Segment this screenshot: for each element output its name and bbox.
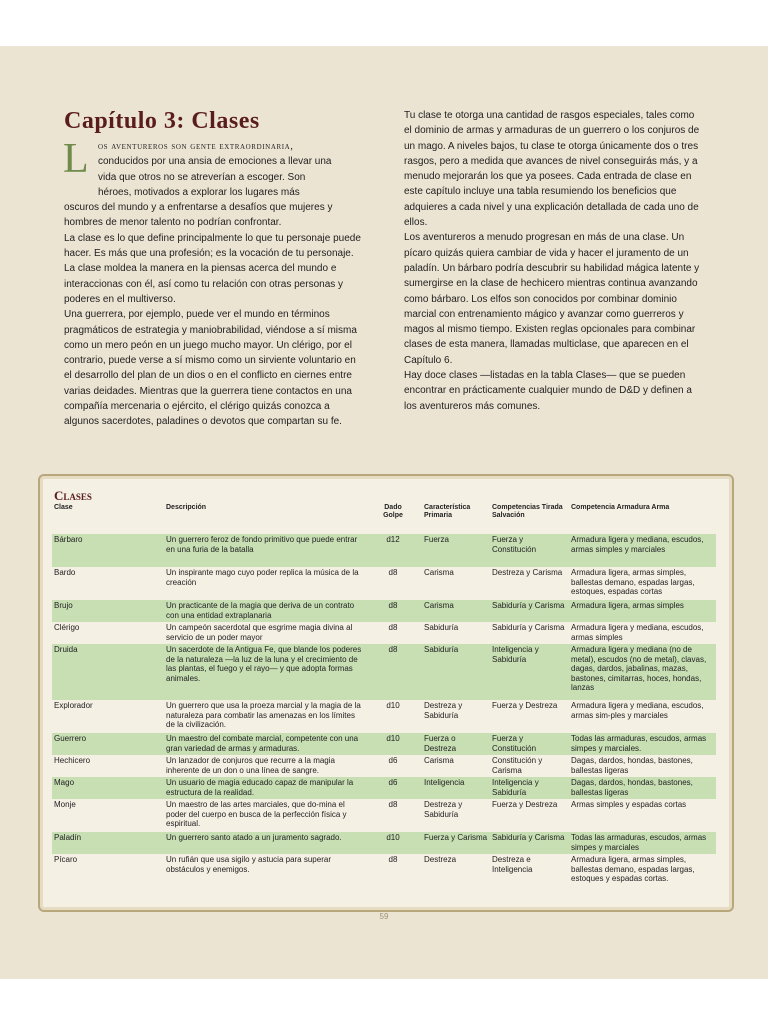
cell-comp: Fuerza y Destreza bbox=[492, 800, 558, 809]
cell-dado: d6 bbox=[388, 778, 398, 787]
cell-comp: Destreza y Carisma bbox=[492, 568, 563, 577]
body-paragraph: La clase es lo que define principalmente lo que tu personaje puede hacer. Es más que una profesión; es la vocación de tu personaje. La clase moldea la manera en la piensas acerca del mundo e interaccionas con él, así como tu relación con otras personas y poderes en el multiverso. bbox=[64, 232, 361, 305]
cell-clase: Druida bbox=[54, 645, 78, 654]
cell-clase: Bardo bbox=[54, 568, 76, 577]
cell-desc: Un rufián que usa sigilo y astucia para superar obstáculos y enemigos. bbox=[166, 855, 331, 874]
cell-comp: Inteligencia y Sabiduría bbox=[492, 778, 539, 797]
left-column bbox=[63, 136, 364, 430]
body-paragraph: Los aventureros a menudo progresan en más de una clase. Un pícaro quizás quiera cambiar de vida y hacer el juramento de un paladín. Un bárbaro podría descubrir su habilidad mágica latente y sumergirse en la clase de hechicero mientras continua avanzando como bárbaro. Los elfos son conocidos por combinar dominio marcial con entrenamiento mágico y avanzar como guerreros y magos al mismo tiempo. Existen reglas opcionales para combinar clases de esta manera, llamadas multiclase, que aparecen en el Capítulo 6. bbox=[404, 232, 700, 366]
cell-dado: d10 bbox=[386, 833, 400, 842]
cell-comp: Sabiduría y Carisma bbox=[492, 623, 565, 632]
cell-dado: d8 bbox=[388, 601, 398, 610]
right-column bbox=[404, 108, 704, 414]
cell-comp: Fuerza y Constitución bbox=[492, 734, 537, 753]
table-row bbox=[52, 733, 716, 755]
cell-arma: Armadura ligera y mediana, escudos, armas simples y marciales bbox=[571, 535, 704, 554]
cell-desc: Un campeón sacerdotal que esgrime magia divina al servicio de un poder mayor bbox=[166, 623, 353, 642]
book-page bbox=[0, 46, 768, 979]
cell-desc: Un practicante de la magia que deriva de un contrato con una entidad extraplanaria bbox=[166, 601, 355, 620]
body-paragraph: oscuros del mundo y a enfrentarse a desafíos que mujeres y hombres de menor talento no podrían confrontar. bbox=[64, 202, 333, 229]
header-armadura: Competencia Armadura Arma bbox=[571, 504, 670, 511]
cell-comp: Fuerza y Constitución bbox=[492, 535, 537, 554]
header-descripcion: Descripción bbox=[166, 504, 207, 511]
cell-arma: Armadura ligera y mediana (no de metal), escudos (no de metal), clavas, dagas, dardos, jabalinas, mazas, bastones, cimitarras, hoces, hondas, lanzas bbox=[571, 645, 707, 692]
cell-clase: Hechicero bbox=[54, 756, 91, 765]
table-row bbox=[52, 755, 716, 777]
cell-desc: Un guerrero santo atado a un juramento sagrado. bbox=[166, 833, 342, 842]
table-row bbox=[52, 567, 716, 600]
cell-car: Inteligencia bbox=[424, 778, 465, 787]
body-paragraph: Tu clase te otorga una cantidad de rasgos especiales, tales como el dominio de armas y armaduras de un guerrero o los conjuros de un mago. A niveles bajos, tu clase te otorga únicamente dos o tres rasgos, pero a medida que avances de nivel conseguirás más, y a menudo mejorarán los que ya posees. Cada entrada de clase en este capítulo incluye una tabla resumiendo los beneficios que adquieres a cada nivel y una explicación detallada de cada uno de ellos. bbox=[404, 110, 700, 229]
cell-arma: Todas las armaduras, escudos, armas simpes y marciales. bbox=[571, 734, 707, 753]
cell-comp: Inteligencia y Sabiduría bbox=[492, 645, 539, 664]
table-row bbox=[52, 799, 716, 832]
cell-clase: Monje bbox=[54, 800, 76, 809]
cell-arma: Todas las armaduras, escudos, armas simpes y marciales bbox=[571, 833, 707, 852]
cell-car: Destreza bbox=[424, 855, 457, 864]
body-paragraph: Hay doce clases —listadas en la tabla Clases— que se pueden encontrar en prácticamente cualquier mundo de D&D y definen a los aventureros más comunes. bbox=[404, 370, 692, 412]
intro-line: héroes, motivados a explorar los lugares más bbox=[98, 186, 300, 198]
cell-car: Fuerza bbox=[424, 535, 449, 544]
cell-arma: Armas simples y espadas cortas bbox=[571, 800, 687, 809]
cell-comp: Destreza e Inteligencia bbox=[492, 855, 533, 874]
cell-clase: Paladín bbox=[54, 833, 82, 842]
cell-desc: Un sacerdote de la Antigua Fe, que blande los poderes de la naturaleza —la luz de la luna y el crecimiento de las plantas, el fuego y el rayo— y que adopta formas animales. bbox=[166, 645, 362, 683]
drop-cap-letter: L bbox=[63, 136, 89, 182]
cell-desc: Un guerrero que usa la proeza marcial y la magia de la naturaleza para combatir las amenazas en los límites de la civilización. bbox=[166, 701, 361, 729]
classes-table bbox=[38, 474, 734, 912]
cell-desc: Un maestro de las artes marciales, que do-mina el poder del cuerpo en busca de la perfección física y espiritual. bbox=[166, 800, 347, 828]
cell-clase: Clérigo bbox=[54, 623, 80, 632]
cell-desc: Un guerrero feroz de fondo primitivo que puede entrar en una furia de la batalla bbox=[166, 535, 358, 554]
table-row bbox=[52, 622, 716, 644]
cell-arma: Armadura ligera, armas simples, ballestas demano, espadas largas, estoques, espadas cortas bbox=[571, 568, 695, 596]
body-paragraph: Una guerrera, por ejemplo, puede ver el mundo en términos pragmáticos de estrategia y maniobrabilidad, viéndose a sí misma como un mero peón en un juego mucho mayor. Un clérigo, por el contrario, puede verse a sí mismo como un sirviente voluntario en el desarrollo del plan de un dios o en el conflicto en ciernes entre varias deidades. Mientras que la guerrera tiene contactos en una compañía mercenaria o ejército, el clérigo quizás conozca a algunos sacerdotes, paladines o devotos que compartan su fe. bbox=[64, 309, 357, 428]
table-row bbox=[52, 854, 716, 887]
cell-clase: Pícaro bbox=[54, 855, 78, 864]
intro-line: os aventureros son gente extraordinaria, bbox=[98, 141, 294, 152]
cell-arma: Armadura ligera y mediana, escudos, armas simples bbox=[571, 623, 704, 642]
cell-dado: d8 bbox=[388, 855, 398, 864]
cell-clase: Explorador bbox=[54, 701, 93, 710]
cell-arma: Armadura ligera, armas simples bbox=[571, 601, 684, 610]
cell-clase: Brujo bbox=[54, 601, 73, 610]
cell-comp: Sabiduría y Carisma bbox=[492, 833, 565, 842]
cell-dado: d10 bbox=[386, 701, 400, 710]
cell-clase: Mago bbox=[54, 778, 75, 787]
cell-car: Sabiduría bbox=[424, 623, 459, 632]
table-row bbox=[52, 832, 716, 854]
cell-car: Carisma bbox=[424, 568, 454, 577]
cell-comp: Fuerza y Destreza bbox=[492, 701, 558, 710]
cell-comp: Constitución y Carisma bbox=[492, 756, 543, 775]
cell-dado: d8 bbox=[388, 568, 398, 577]
cell-car: Destreza y Sabiduría bbox=[424, 800, 463, 819]
table-row bbox=[52, 644, 716, 700]
cell-car: Carisma bbox=[424, 756, 454, 765]
intro-line: conducidos por una ansia de emociones a llevar una bbox=[98, 156, 332, 168]
cell-dado: d8 bbox=[388, 645, 398, 654]
cell-comp: Sabiduría y Carisma bbox=[492, 601, 565, 610]
cell-dado: d6 bbox=[388, 756, 398, 765]
table-row bbox=[52, 777, 716, 799]
cell-dado: d8 bbox=[388, 800, 398, 809]
cell-car: Fuerza y Carisma bbox=[424, 833, 488, 842]
header-clase: Clase bbox=[54, 504, 73, 511]
page-number: 59 bbox=[379, 912, 389, 921]
chapter-title: Capítulo 3: Clases bbox=[64, 108, 260, 134]
cell-desc: Un maestro del combate marcial, competente con una gran variedad de armas y armaduras. bbox=[166, 734, 359, 753]
cell-desc: Un usuario de magia educado capaz de manipular la estructura de la realidad. bbox=[166, 778, 354, 797]
cell-car: Destreza y Sabiduría bbox=[424, 701, 463, 720]
cell-dado: d12 bbox=[386, 535, 400, 544]
cell-arma: Armadura ligera, armas simples, ballestas demano, espadas largas, estoques y espadas cortas. bbox=[571, 855, 695, 883]
header-dado: Dado Golpe bbox=[383, 504, 403, 519]
cell-dado: d8 bbox=[388, 623, 398, 632]
header-caracteristica: Característica Primaria bbox=[424, 504, 471, 519]
intro-line: vida que otros no se atreverían a escoger. Son bbox=[98, 171, 306, 183]
header-competencias: Competencias Tirada Salvación bbox=[492, 504, 563, 519]
table-title: Clases bbox=[54, 488, 92, 503]
cell-car: Fuerza o Destreza bbox=[424, 734, 457, 753]
table-header bbox=[52, 504, 716, 534]
cell-desc: Un lanzador de conjuros que recurre a la magia inherente de un don o una línea de sangre. bbox=[166, 756, 335, 775]
cell-arma: Dagas, dardos, hondas, bastones, ballestas ligeras bbox=[571, 778, 693, 797]
table-body bbox=[52, 534, 716, 887]
cell-arma: Dagas, dardos, hondas, bastones, ballestas ligeras bbox=[571, 756, 693, 775]
cell-clase: Guerrero bbox=[54, 734, 87, 743]
table-row bbox=[52, 600, 716, 622]
cell-car: Carisma bbox=[424, 601, 454, 610]
cell-arma: Armadura ligera y mediana, escudos, armas sim-ples y marciales bbox=[571, 701, 704, 720]
table-row bbox=[52, 700, 716, 733]
cell-dado: d10 bbox=[386, 734, 400, 743]
cell-desc: Un inspirante mago cuyo poder replica la música de la creación bbox=[166, 568, 359, 587]
cell-clase: Bárbaro bbox=[54, 535, 83, 544]
table-row bbox=[52, 534, 716, 567]
cell-car: Sabiduría bbox=[424, 645, 459, 654]
